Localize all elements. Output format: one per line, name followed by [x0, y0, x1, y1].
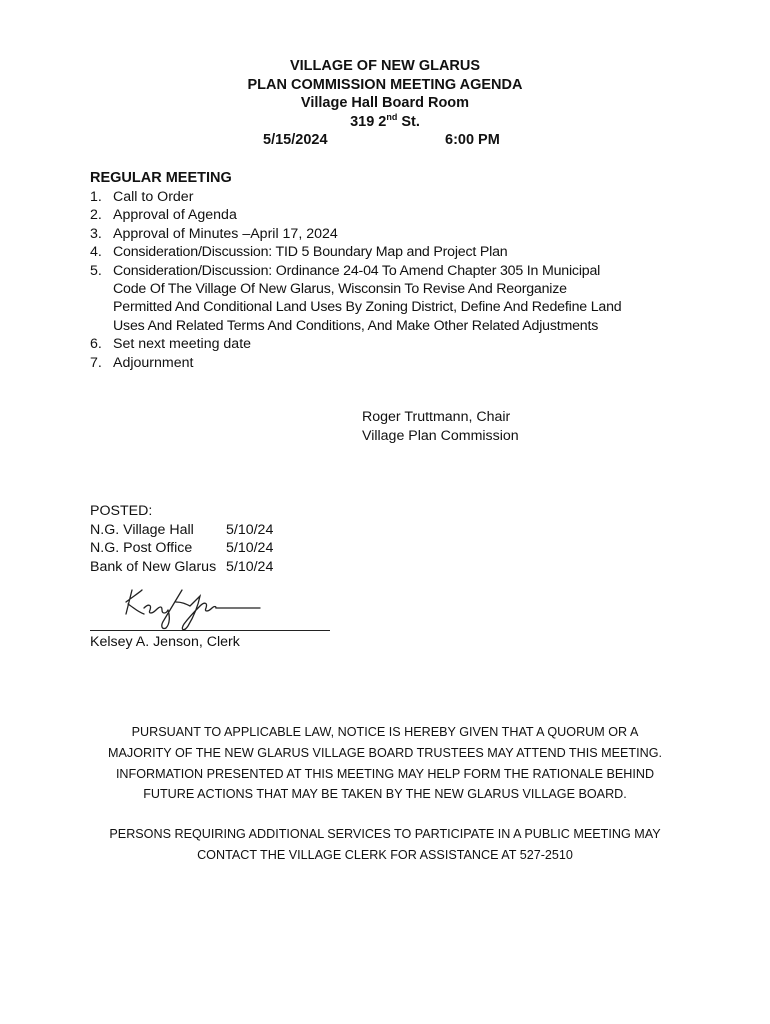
agenda-list	[90, 188, 690, 372]
agenda-item: 3. Approval of Minutes –April 17, 2024	[90, 225, 338, 242]
chair-signature-block	[362, 408, 519, 446]
posting-row: N.G. Village Hall 5/10/24	[90, 521, 274, 538]
signature-line	[90, 630, 330, 631]
agenda-item: 1. Call to Order	[90, 189, 194, 205]
chair-name: Roger Truttmann, Chair	[362, 409, 511, 425]
clerk-signature	[90, 580, 330, 635]
village-name: VILLAGE OF NEW GLARUS	[289, 58, 481, 74]
agenda-item: 5. Consideration/Discussion: Ordinance 24-04 To Amend Chapter 305 In Municipal Code Of The Village Of New Glarus, Wisconsin To Revise And Reorganize Permitted And Conditional Land Uses By Zoning District, Define And Redefine Land Uses And Related Terms And Conditions, And Make Other Related Adjustments	[90, 262, 622, 334]
chair-title: Village Plan Commission	[362, 428, 519, 444]
clerk-name: Kelsey A. Jenson, Clerk	[90, 634, 240, 650]
posting-row: Bank of New Glarus 5/10/24	[90, 558, 274, 575]
posted-label: POSTED:	[90, 503, 153, 519]
meeting-address: 319 2nd St.	[350, 111, 420, 130]
agenda-title: PLAN COMMISSION MEETING AGENDA	[247, 76, 523, 93]
meeting-datetime	[0, 131, 770, 150]
section-title: REGULAR MEETING	[90, 170, 232, 186]
agenda-item: 2. Approval of Agenda	[90, 207, 237, 224]
meeting-date: 5/15/2024	[263, 132, 328, 149]
document-header	[0, 57, 770, 150]
posting-list	[90, 502, 274, 576]
accessibility-notice: PERSONS REQUIRING ADDITIONAL SERVICES TO PARTICIPATE IN A PUBLIC MEETING MAY CONTACT THE VILLAGE CLERK FOR ASSISTANCE AT 527-2510	[109, 827, 661, 862]
agenda-item: 6. Set next meeting date	[90, 336, 252, 353]
meeting-time: 6:00 PM	[445, 132, 500, 149]
agenda-item: 7. Adjournment	[90, 354, 194, 371]
quorum-notice: PURSUANT TO APPLICABLE LAW, NOTICE IS HEREBY GIVEN THAT A QUORUM OR A MAJORITY OF THE NEW GLARUS VILLAGE BOARD TRUSTEES MAY ATTEND THIS MEETING. INFORMATION PRESENTED AT THIS MEETING MAY HELP FORM THE RATIONALE BEHIND FUTURE ACTIONS THAT MAY BE TAKEN BY THE NEW GLARUS VILLAGE BOARD.	[108, 725, 662, 802]
meeting-location: Village Hall Board Room	[300, 95, 470, 112]
agenda-item: 4. Consideration/Discussion: TID 5 Boundary Map and Project Plan	[90, 244, 508, 261]
posting-row: N.G. Post Office 5/10/24	[90, 540, 274, 557]
